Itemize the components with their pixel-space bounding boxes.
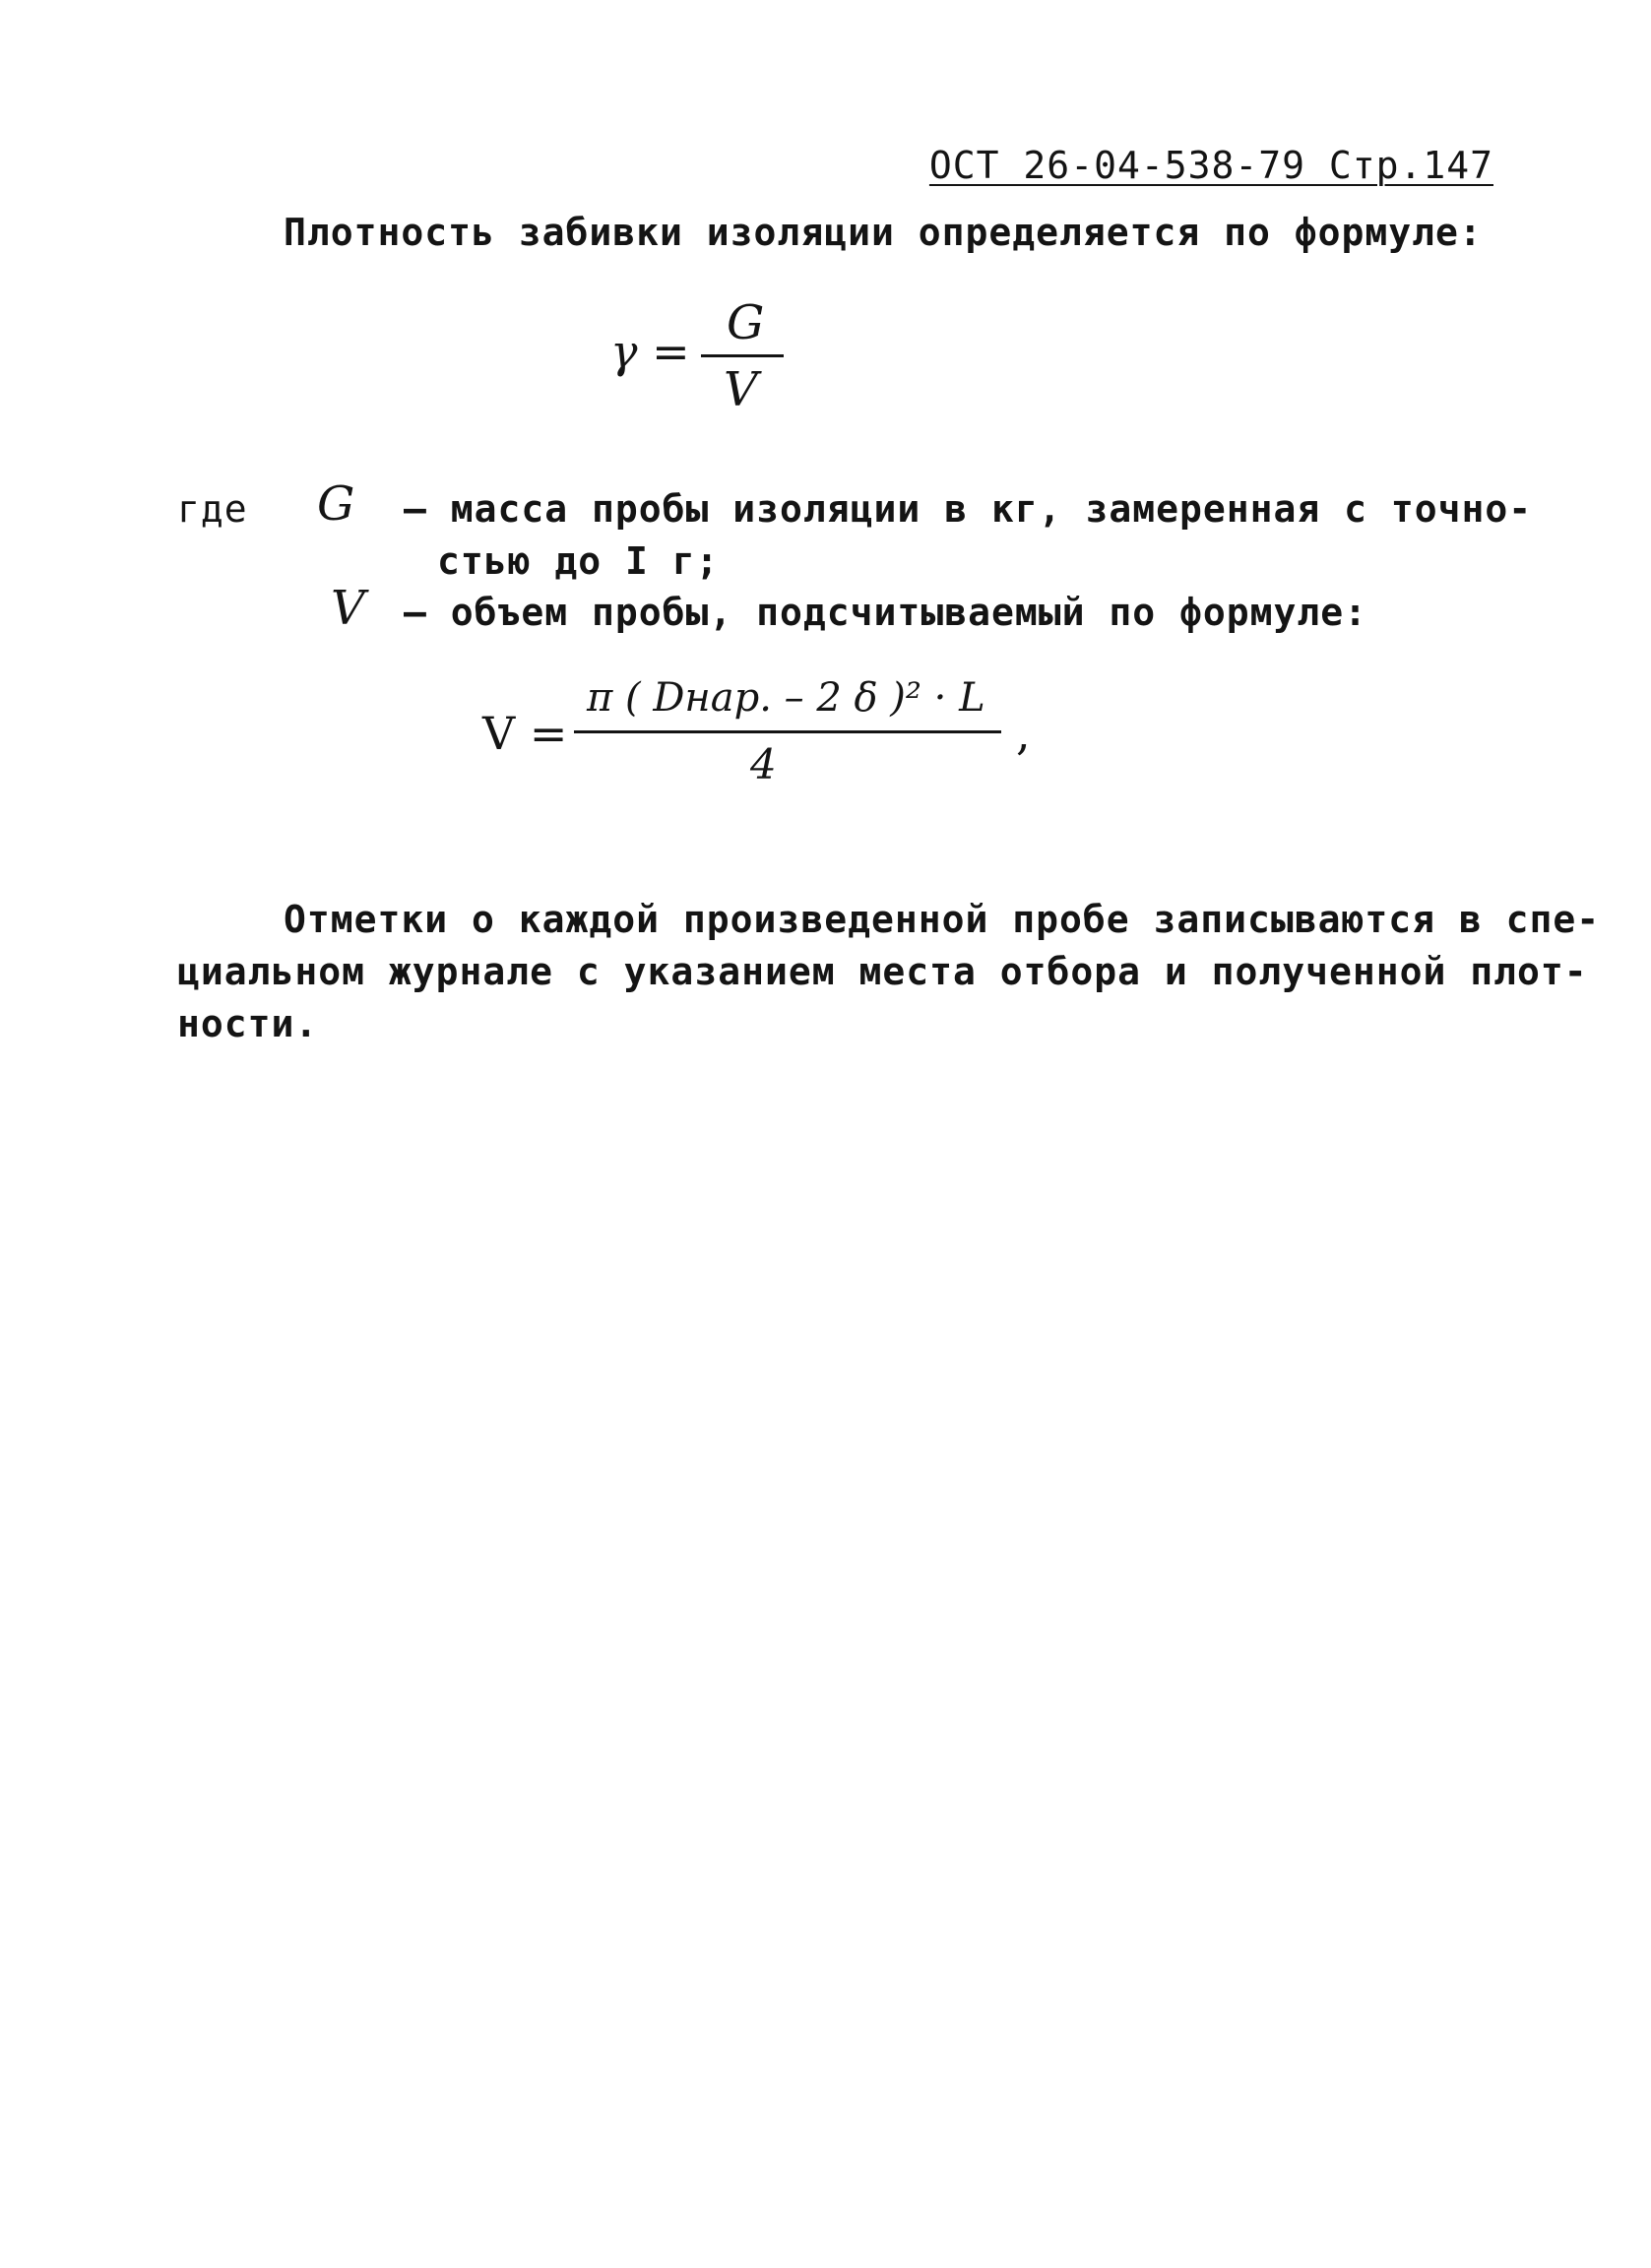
definition-v-symbol: V <box>331 581 365 636</box>
density-formula-numerator: G <box>727 295 765 350</box>
definition-g-symbol: G <box>317 476 355 532</box>
volume-formula-numerator: π ( Dнар. – 2 δ )² · L <box>587 675 985 721</box>
density-formula-lhs: γ = <box>610 325 690 378</box>
notes-line-2: циальном журнале с указанием места отбора и полученной плот- <box>177 950 1588 993</box>
volume-formula-lhs: V = <box>482 707 568 760</box>
volume-formula-fraction-bar <box>574 730 1001 733</box>
where-label: где <box>177 487 248 531</box>
definition-g-line1: – масса пробы изоляции в кг, замеренная с точно- <box>404 487 1533 531</box>
definition-v-line: – объем пробы, подсчитываемый по формуле: <box>404 591 1367 634</box>
notes-line-1: Отметки о каждой произведенной пробе записываются в спе- <box>284 898 1601 941</box>
density-formula-fraction-bar <box>701 354 784 357</box>
definition-g-line2: стью до I г; <box>437 539 720 583</box>
volume-formula-denominator: 4 <box>750 740 777 788</box>
document-reference-header: ОСТ 26-04-538-79 Стр.147 <box>928 144 1493 187</box>
intro-line: Плотность забивки изоляции определяется по формуле: <box>284 211 1483 254</box>
notes-line-3: ности. <box>177 1002 319 1045</box>
volume-formula-comma: , <box>1016 707 1031 760</box>
density-formula-denominator: V <box>724 362 758 417</box>
